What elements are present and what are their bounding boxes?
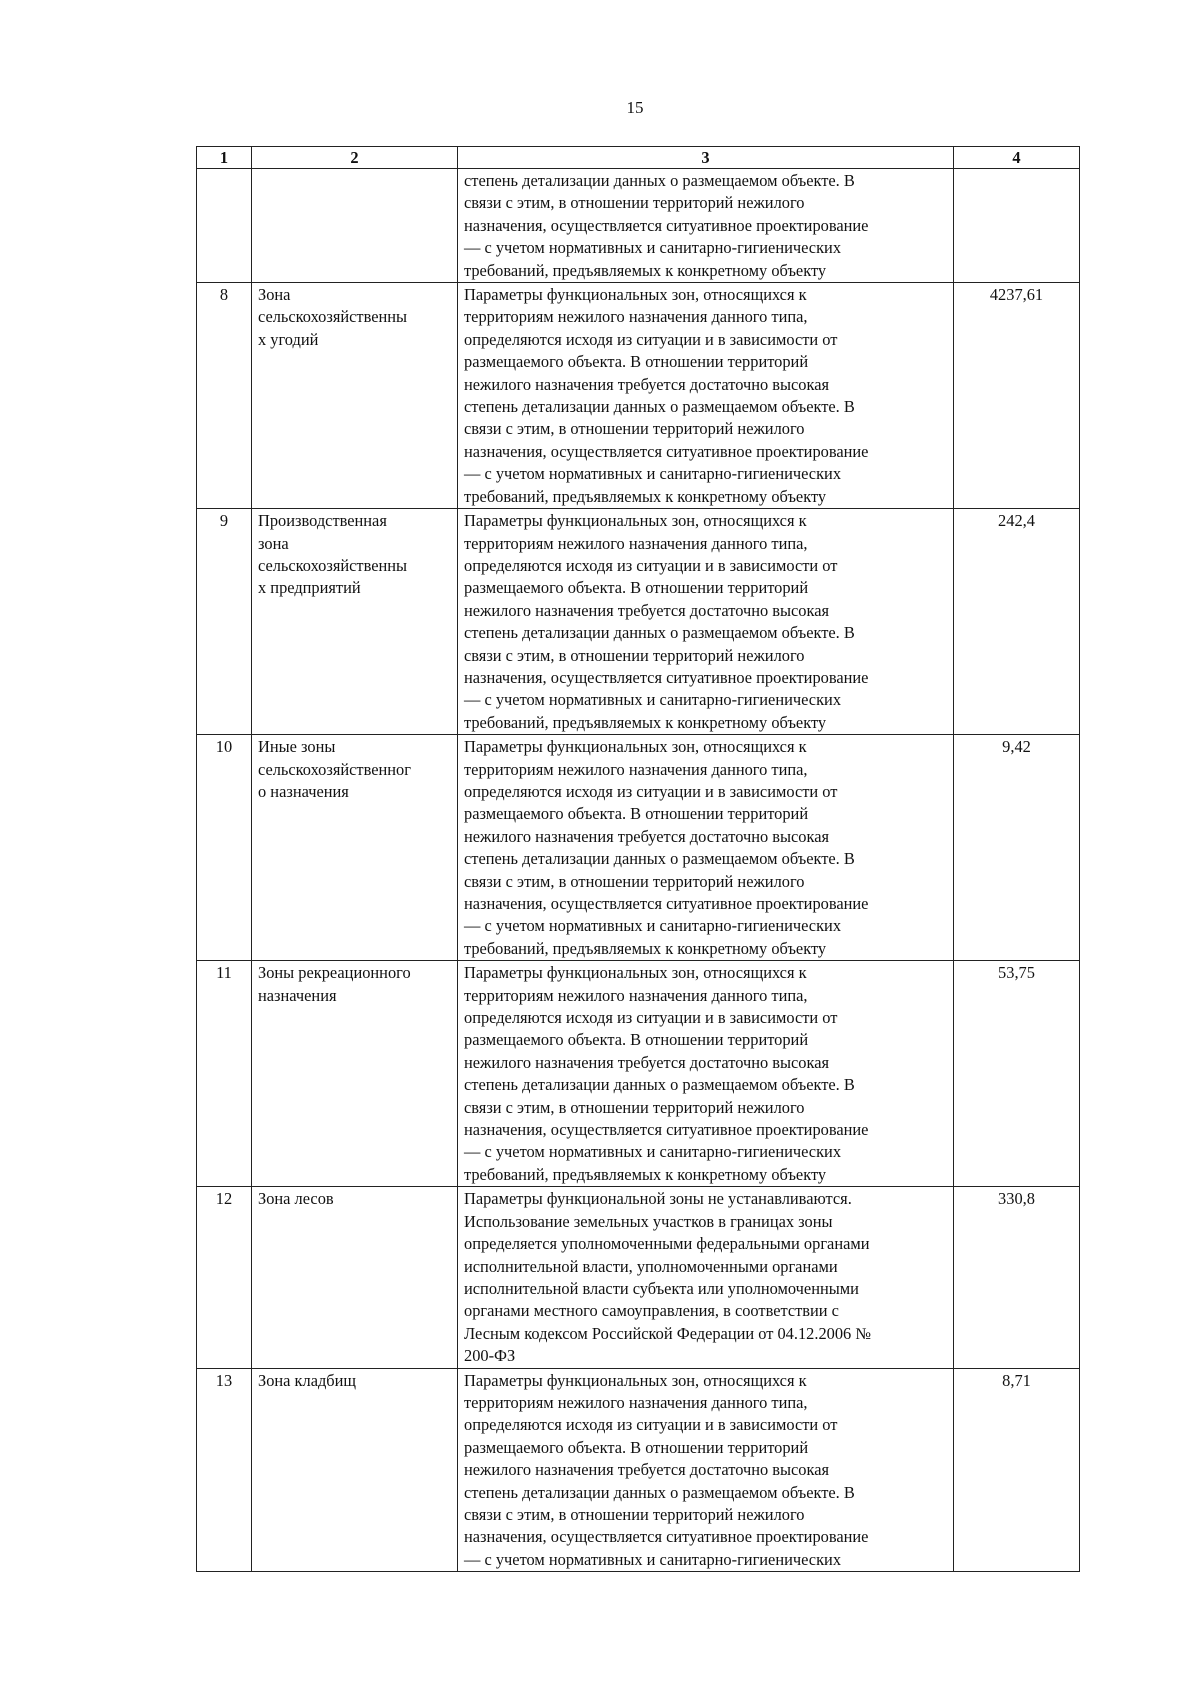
parameters-line: Использование земельных участков в границах зоны (464, 1211, 833, 1231)
area-value (954, 169, 1080, 283)
table-row (197, 735, 1080, 961)
parameters-line: связи с этим, в отношении территорий нежилого (464, 1097, 805, 1117)
parameters-line: размещаемого объекта. В отношении территорий (464, 1437, 809, 1457)
zone-name-cell (252, 169, 458, 283)
table-row (197, 1368, 1080, 1572)
parameters-line: определяются исходя из ситуации и в зависимости от (464, 1008, 838, 1028)
parameters-line: размещаемого объекта. В отношении территорий (464, 1030, 809, 1050)
parameters-line: определяются исходя из ситуации и в зависимости от (464, 555, 838, 575)
parameters-line: Лесным кодексом Российской Федерации от 04.12.2006 № (464, 1323, 871, 1343)
parameters-line: органами местного самоуправления, в соответствии с (464, 1301, 839, 1321)
parameters-line: назначения, осуществляется ситуативное проектирование (464, 1527, 869, 1547)
parameters-line: назначения, осуществляется ситуативное проектирование (464, 1120, 869, 1140)
area-value: 330,8 (954, 1187, 1080, 1368)
area-value: 9,42 (954, 735, 1080, 961)
zone-parameters-cell (458, 169, 954, 283)
parameters-line: Параметры функциональных зон, относящихся к (464, 285, 807, 305)
parameters-line: Параметры функциональных зон, относящихся к (464, 963, 807, 983)
parameters-line: — с учетом нормативных и санитарно-гигиенических (464, 238, 842, 258)
parameters-line: нежилого назначения требуется достаточно высокая (464, 600, 830, 620)
area-value: 4237,61 (954, 283, 1080, 509)
table-row (197, 961, 1080, 1187)
parameters-line: территориям нежилого назначения данного типа, (464, 759, 808, 779)
parameters-line: назначения, осуществляется ситуативное проектирование (464, 215, 869, 235)
parameters-line: нежилого назначения требуется достаточно высокая (464, 1460, 830, 1480)
parameters-line: связи с этим, в отношении территорий нежилого (464, 645, 805, 665)
table-row (197, 1187, 1080, 1368)
parameters-line: назначения, осуществляется ситуативное проектирование (464, 894, 869, 913)
zone-parameters-cell (458, 1187, 954, 1368)
table-row (197, 169, 1080, 283)
zone-name-line: назначения (258, 985, 337, 1005)
row-number (197, 169, 252, 283)
parameters-line: Параметры функциональных зон, относящихся к (464, 1370, 807, 1390)
table-row (197, 283, 1080, 509)
parameters-line: определяется уполномоченными федеральными органами (464, 1234, 870, 1254)
zone-parameters-cell (458, 283, 954, 509)
parameters-line: размещаемого объекта. В отношении территорий (464, 804, 809, 824)
parameters-line: размещаемого объекта. В отношении территорий (464, 352, 809, 372)
zone-name-cell (252, 1187, 458, 1368)
column-header-1: 1 (197, 147, 252, 169)
parameters-line: степень детализации данных о размещаемом объекте. В (464, 1482, 855, 1502)
parameters-line: территориям нежилого назначения данного типа, (464, 985, 808, 1005)
zone-parameters-cell (458, 961, 954, 1187)
row-number: 10 (197, 735, 252, 961)
zone-parameters-cell (458, 509, 954, 735)
parameters-line: назначения, осуществляется ситуативное проектирование (464, 441, 869, 461)
zone-name-cell (252, 735, 458, 961)
parameters-line: требований, предъявляемых к конкретному объекту (464, 1164, 827, 1184)
parameters-line: степень детализации данных о размещаемом объекте. В (464, 171, 855, 190)
row-number: 9 (197, 509, 252, 735)
zones-table (196, 146, 1080, 1572)
zone-name-line: сельскохозяйственног (258, 759, 411, 779)
column-header-2: 2 (252, 147, 458, 169)
parameters-line: территориям нежилого назначения данного типа, (464, 533, 808, 553)
parameters-line: требований, предъявляемых к конкретному объекту (464, 486, 827, 506)
zone-name-line: зона (258, 533, 289, 553)
parameters-line: Параметры функциональных зон, относящихся к (464, 737, 807, 757)
row-number: 8 (197, 283, 252, 509)
table-row (197, 509, 1080, 735)
zone-parameters-cell (458, 1368, 954, 1572)
parameters-line: размещаемого объекта. В отношении территорий (464, 578, 809, 598)
column-header-4: 4 (954, 147, 1080, 169)
area-value: 53,75 (954, 961, 1080, 1187)
parameters-line: исполнительной власти субъекта или уполномоченными (464, 1278, 859, 1298)
zone-name-line: Зоны рекреационного (258, 963, 411, 983)
column-header-3: 3 (458, 147, 954, 169)
zone-name-cell (252, 283, 458, 509)
parameters-line: связи с этим, в отношении территорий нежилого (464, 1504, 805, 1524)
parameters-line: требований, предъявляемых к конкретному объекту (464, 712, 827, 732)
table-body (197, 169, 1080, 1572)
parameters-line: связи с этим, в отношении территорий нежилого (464, 419, 805, 439)
parameters-line: 200-ФЗ (464, 1346, 516, 1366)
zone-name-line: Иные зоны (258, 737, 336, 757)
parameters-line: степень детализации данных о размещаемом объекте. В (464, 623, 855, 643)
zone-name-line: х угодий (258, 329, 319, 349)
parameters-line: Параметры функциональных зон, относящихся к (464, 511, 807, 531)
zone-name-line: Зона (258, 285, 291, 305)
parameters-line: нежилого назначения требуется достаточно высокая (464, 1052, 830, 1072)
zone-name-line: Производственная (258, 511, 387, 531)
parameters-line: — с учетом нормативных и санитарно-гигиенических (464, 690, 842, 710)
area-value: 8,71 (954, 1368, 1080, 1572)
parameters-line: определяются исходя из ситуации и в зависимости от (464, 329, 838, 349)
parameters-line: территориям нежилого назначения данного типа, (464, 1392, 808, 1412)
zone-name-line: х предприятий (258, 578, 361, 598)
parameters-line: определяются исходя из ситуации и в зависимости от (464, 1415, 838, 1435)
zone-name-cell (252, 509, 458, 735)
parameters-line: Параметры функциональной зоны не устанавливаются. (464, 1189, 852, 1209)
row-number: 12 (197, 1187, 252, 1368)
parameters-line: — с учетом нормативных и санитарно-гигиенических (464, 916, 842, 936)
parameters-line: степень детализации данных о размещаемом объекте. В (464, 397, 855, 417)
parameters-line: нежилого назначения требуется достаточно высокая (464, 826, 830, 846)
zone-name-line: о назначения (258, 781, 349, 801)
parameters-line: степень детализации данных о размещаемом объекте. В (464, 1075, 855, 1095)
row-number: 11 (197, 961, 252, 1187)
zone-name-line: Зона кладбищ (258, 1370, 357, 1390)
parameters-line: определяются исходя из ситуации и в зависимости от (464, 781, 838, 801)
parameters-line: степень детализации данных о размещаемом объекте. В (464, 849, 855, 869)
parameters-line: нежилого назначения требуется достаточно высокая (464, 374, 830, 394)
zone-name-line: сельскохозяйственны (258, 307, 408, 327)
zone-name-line: сельскохозяйственны (258, 555, 408, 575)
parameters-line: — с учетом нормативных и санитарно-гигиенических (464, 1142, 842, 1162)
parameters-line: — с учетом нормативных и санитарно-гигиенических (464, 464, 842, 484)
area-value: 242,4 (954, 509, 1080, 735)
page-number: 15 (626, 98, 644, 117)
parameters-line: связи с этим, в отношении территорий нежилого (464, 193, 805, 213)
table-header-row (197, 147, 1080, 169)
zone-name-cell (252, 1368, 458, 1572)
parameters-line: требований, предъявляемых к конкретному объекту (464, 260, 827, 280)
parameters-line: исполнительной власти, уполномоченными органами (464, 1256, 838, 1276)
zone-name-cell (252, 961, 458, 1187)
zone-name-line: Зона лесов (258, 1189, 334, 1209)
parameters-line: территориям нежилого назначения данного типа, (464, 307, 808, 327)
parameters-line: — с учетом нормативных и санитарно-гигиенических (464, 1549, 842, 1569)
row-number: 13 (197, 1368, 252, 1572)
zone-parameters-cell (458, 735, 954, 961)
parameters-line: связи с этим, в отношении территорий нежилого (464, 871, 805, 891)
parameters-line: назначения, осуществляется ситуативное проектирование (464, 667, 869, 687)
parameters-line: требований, предъявляемых к конкретному объекту (464, 938, 827, 958)
